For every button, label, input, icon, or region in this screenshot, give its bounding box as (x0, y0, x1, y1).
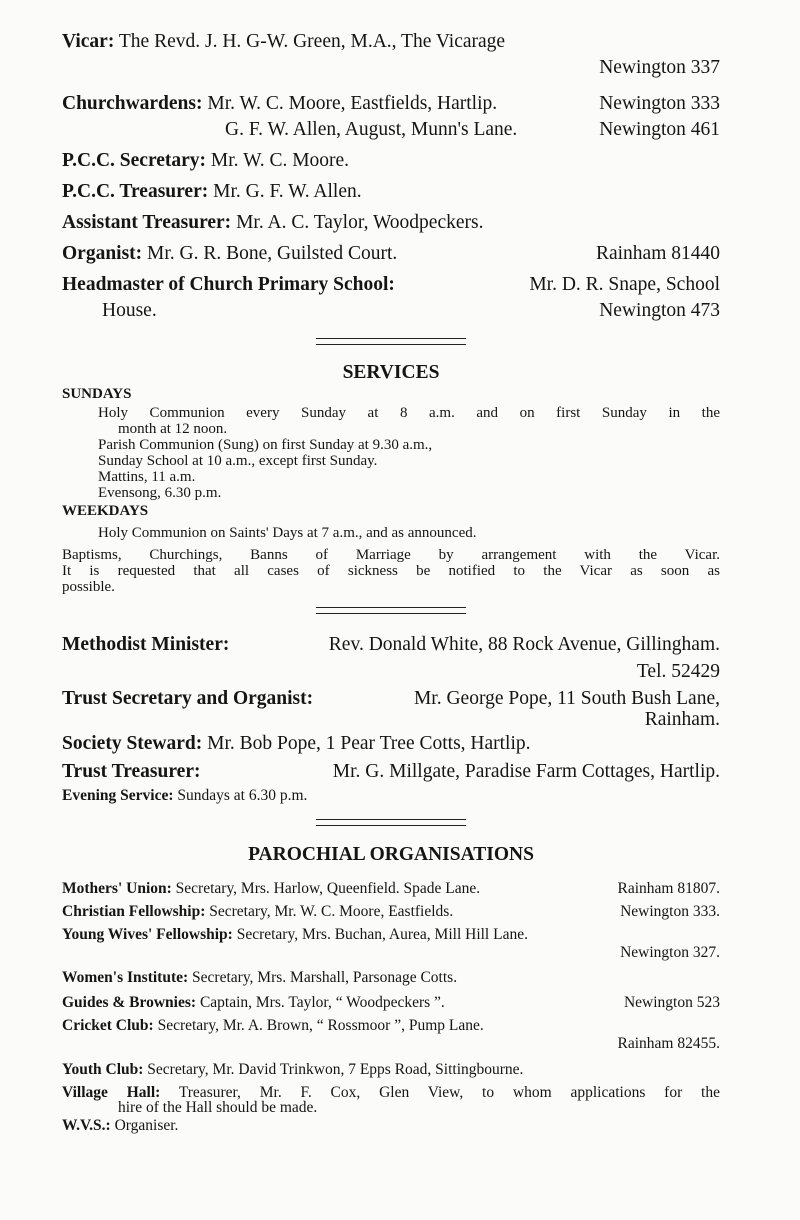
divider-1 (316, 338, 466, 345)
trust-treasurer-line (62, 760, 720, 784)
guides-brownies-phone: Newington 523 (623, 994, 720, 1011)
evening-service-text: Sundays at 6.30 p.m. (177, 787, 308, 804)
youth-club-text: Secretary, Mr. David Trinkwon, 7 Epps Road, Sittingbourne. (147, 1061, 524, 1078)
trust-secretary-text: Mr. George Pope, 11 South Bush Lane, (413, 688, 720, 709)
pcc-treasurer-label: P.C.C. Treasurer: (62, 181, 209, 202)
trust-secretary-label: Trust Secretary and Organist: (62, 688, 314, 709)
note-line-3: possible. (62, 579, 115, 595)
services-heading: SERVICES (342, 362, 440, 383)
evening-service-line (62, 787, 720, 805)
pcc-secretary-text: Mr. W. C. Moore. (210, 150, 350, 171)
young-wives-label: Young Wives' Fellowship: (62, 926, 233, 943)
org-christian-fellowship (62, 903, 720, 921)
mothers-union-text: Secretary, Mrs. Harlow, Queenfield. Spade Lane. (175, 880, 481, 897)
vicar-text: The Revd. J. H. G-W. Green, M.A., The Vicarage (118, 31, 506, 52)
christian-fellowship-phone: Newington 333. (620, 903, 720, 920)
methodist-minister-label: Methodist Minister: (62, 634, 230, 655)
mothers-union-label: Mothers' Union: (62, 880, 172, 897)
methodist-minister-line (62, 633, 720, 657)
village-hall-text: Treasurer, Mr. F. Cox, Glen View, to whom applications for the (178, 1084, 720, 1101)
services-notes (62, 547, 720, 595)
headmaster-line-2 (62, 299, 720, 323)
divider-3 (316, 819, 466, 826)
vicar-label: Vicar: (62, 31, 115, 52)
society-steward-line (62, 732, 720, 756)
guides-brownies-text: Captain, Mrs. Taylor, “ Woodpeckers ”. (199, 994, 445, 1011)
organist-label: Organist: (62, 243, 143, 264)
churchwarden-1-phone: Newington 333 (599, 93, 720, 114)
mothers-union-phone: Rainham 81807. (617, 880, 720, 897)
trust-treasurer-text: Mr. G. Millgate, Paradise Farm Cottages, Hartlip. (332, 761, 720, 782)
cricket-club-text: Secretary, Mr. A. Brown, “ Rossmoor ”, Pump Lane. (157, 1017, 484, 1034)
churchwarden-2-phone: Newington 461 (599, 119, 720, 140)
service-line-3: Sunday School at 10 a.m., except first Sunday. (98, 453, 378, 469)
sundays-list (62, 405, 720, 501)
headmaster-text-2: House. (102, 300, 157, 321)
pcc-secretary-label: P.C.C. Secretary: (62, 150, 207, 171)
methodist-minister-phone: Tel. 52429 (636, 661, 720, 682)
headmaster-text: Mr. D. R. Snape, School (529, 274, 720, 295)
churchwardens-line-1 (62, 92, 720, 116)
churchwardens-line-2 (62, 118, 720, 142)
headmaster-phone: Newington 473 (599, 300, 720, 321)
methodist-minister-text: Rev. Donald White, 88 Rock Avenue, Gillingham. (328, 634, 720, 655)
org-mothers-union (62, 880, 720, 898)
service-line-2: Parish Communion (Sung) on first Sunday at 9.30 a.m., (98, 437, 433, 453)
guides-brownies-label: Guides & Brownies: (62, 994, 197, 1011)
divider-2 (316, 607, 466, 614)
note-line-2: It is requested that all cases of sickness be notified to the Vicar as soon as (62, 563, 720, 579)
org-cricket-club (62, 1017, 720, 1035)
org-young-wives (62, 926, 720, 944)
society-steward-text: Mr. Bob Pope, 1 Pear Tree Cotts, Hartlip. (207, 733, 531, 754)
weekdays-label: WEEKDAYS (62, 503, 149, 519)
evening-service-label: Evening Service: (62, 787, 174, 804)
organist-line (62, 242, 720, 266)
village-hall-text-2: hire of the Hall should be made. (118, 1099, 318, 1116)
churchwarden-1-text: Mr. W. C. Moore, Eastfields, Hartlip. (207, 93, 498, 114)
churchwardens-label: Churchwardens: (62, 93, 203, 114)
parish-directory-page (62, 30, 720, 1135)
organist-text: Mr. G. R. Bone, Guilsted Court. (147, 243, 398, 264)
assistant-treasurer-text: Mr. A. C. Taylor, Woodpeckers. (236, 212, 484, 233)
assistant-treasurer-line (62, 211, 720, 235)
society-steward-label: Society Steward: (62, 733, 203, 754)
vicar-phone: Newington 337 (599, 57, 720, 78)
pcc-secretary-line (62, 149, 720, 173)
service-line-4: Mattins, 11 a.m. (98, 469, 196, 485)
womens-institute-label: Women's Institute: (62, 969, 189, 986)
youth-club-label: Youth Club: (62, 1061, 144, 1078)
sundays-label: SUNDAYS (62, 386, 132, 402)
org-womens-institute (62, 969, 720, 987)
service-line-1: Holy Communion every Sunday at 8 a.m. and on first Sunday in the (98, 405, 720, 421)
service-line-5: Evensong, 6.30 p.m. (98, 485, 222, 501)
cricket-club-label: Cricket Club: (62, 1017, 154, 1034)
organist-phone: Rainham 81440 (595, 243, 720, 264)
young-wives-phone: Newington 327. (620, 944, 720, 961)
trust-treasurer-label: Trust Treasurer: (62, 761, 201, 782)
wvs-text: Organiser. (114, 1117, 179, 1134)
young-wives-text: Secretary, Mrs. Buchan, Aurea, Mill Hill Lane. (236, 926, 528, 943)
note-line-1: Baptisms, Churchings, Banns of Marriage by arrangement with the Vicar. (62, 547, 720, 563)
churchwarden-2-text: G. F. W. Allen, August, Munn's Lane. (225, 119, 518, 140)
wvs-label: W.V.S.: (62, 1117, 111, 1134)
cricket-club-phone: Rainham 82455. (617, 1035, 720, 1052)
organisations-heading: PAROCHIAL ORGANISATIONS (248, 844, 534, 865)
pcc-treasurer-text: Mr. G. F. W. Allen. (213, 181, 362, 202)
pcc-treasurer-line (62, 180, 720, 204)
service-line-1b: month at 12 noon. (118, 421, 228, 437)
christian-fellowship-label: Christian Fellowship: (62, 903, 206, 920)
headmaster-line (62, 273, 720, 297)
vicar-line (62, 30, 720, 54)
org-guides-brownies (62, 994, 720, 1012)
headmaster-label: Headmaster of Church Primary School: (62, 274, 395, 295)
christian-fellowship-text: Secretary, Mr. W. C. Moore, Eastfields. (209, 903, 454, 920)
org-youth-club (62, 1061, 720, 1079)
weekday-line-1: Holy Communion on Saints' Days at 7 a.m., and as announced. (98, 525, 477, 541)
assistant-treasurer-label: Assistant Treasurer: (62, 212, 232, 233)
village-hall-label: Village Hall: (62, 1084, 161, 1101)
trust-secretary-text-2: Rainham. (644, 709, 720, 730)
org-wvs (62, 1117, 720, 1135)
womens-institute-text: Secretary, Mrs. Marshall, Parsonage Cotts. (192, 969, 458, 986)
